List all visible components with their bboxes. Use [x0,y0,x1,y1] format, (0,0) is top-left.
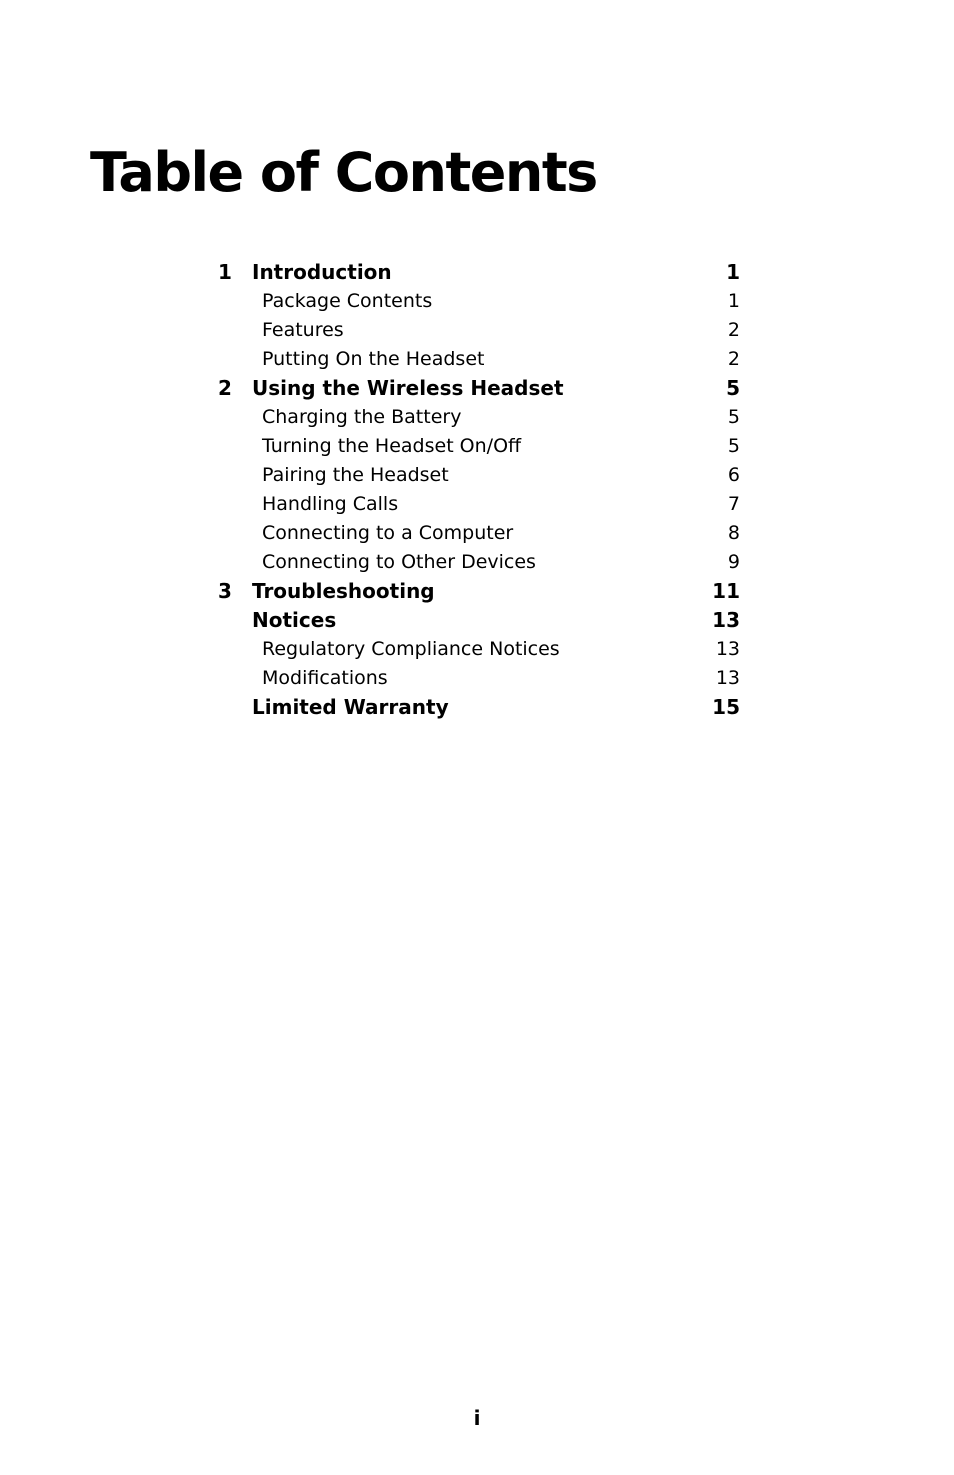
toc-entry-page: 2 [727,319,740,341]
toc-section-entry[interactable] [218,316,740,345]
toc-entry-number: 3 [218,579,232,603]
toc-section-entry[interactable] [218,519,740,548]
toc-section-entry[interactable] [218,548,740,577]
toc-entry-page: 1 [726,260,740,284]
toc-entry-title: Handling Calls [262,493,399,515]
toc-entry-page: 1 [727,290,740,312]
toc-entry-title: Features [262,319,344,341]
toc-section-entry[interactable] [218,664,740,693]
toc-entry-page: 15 [712,695,740,719]
toc-entry-title: Package Contents [262,290,433,312]
toc-entry-title: Introduction [252,260,392,284]
toc-entry-page: 6 [727,464,740,486]
table-of-contents [218,258,740,722]
toc-section-entry[interactable] [218,490,740,519]
toc-section-entry[interactable] [218,461,740,490]
toc-entry-title: Using the Wireless Headset [252,376,564,400]
page-number: i [473,1406,481,1430]
toc-entry-page: 2 [727,348,740,370]
toc-entry-page: 8 [727,522,740,544]
toc-chapter-entry[interactable] [218,693,740,722]
toc-entry-number: 2 [218,376,232,400]
toc-chapter-entry[interactable] [218,258,740,287]
toc-entry-page: 13 [715,667,740,689]
toc-entry-page: 9 [727,551,740,573]
page-title: Table of Contents [90,141,597,204]
toc-section-entry[interactable] [218,635,740,664]
toc-entry-page: 5 [726,376,740,400]
toc-entry-title: Putting On the Headset [262,348,485,370]
toc-section-entry[interactable] [218,403,740,432]
toc-entry-title: Troubleshooting [252,579,435,603]
toc-entry-page: 13 [715,638,740,660]
toc-section-entry[interactable] [218,432,740,461]
toc-entry-title: Pairing the Headset [262,464,449,486]
toc-section-entry[interactable] [218,287,740,316]
toc-entry-title: Connecting to Other Devices [262,551,536,573]
toc-entry-title: Regulatory Compliance Notices [262,638,560,660]
toc-entry-number: 1 [218,260,232,284]
toc-entry-page: 5 [727,435,740,457]
toc-entry-title: Limited Warranty [252,695,449,719]
toc-chapter-entry[interactable] [218,374,740,403]
toc-entry-title: Turning the Headset On/Off [262,435,522,457]
toc-section-entry[interactable] [218,345,740,374]
toc-entry-title: Notices [252,608,337,632]
toc-entry-page: 13 [712,608,740,632]
toc-entry-page: 11 [712,579,740,603]
toc-entry-page: 7 [727,493,740,515]
toc-chapter-entry[interactable] [218,577,740,606]
toc-chapter-entry[interactable] [218,606,740,635]
toc-entry-title: Charging the Battery [262,406,462,428]
toc-entry-page: 5 [727,406,740,428]
toc-entry-title: Modifications [262,667,388,689]
toc-entry-title: Connecting to a Computer [262,522,514,544]
